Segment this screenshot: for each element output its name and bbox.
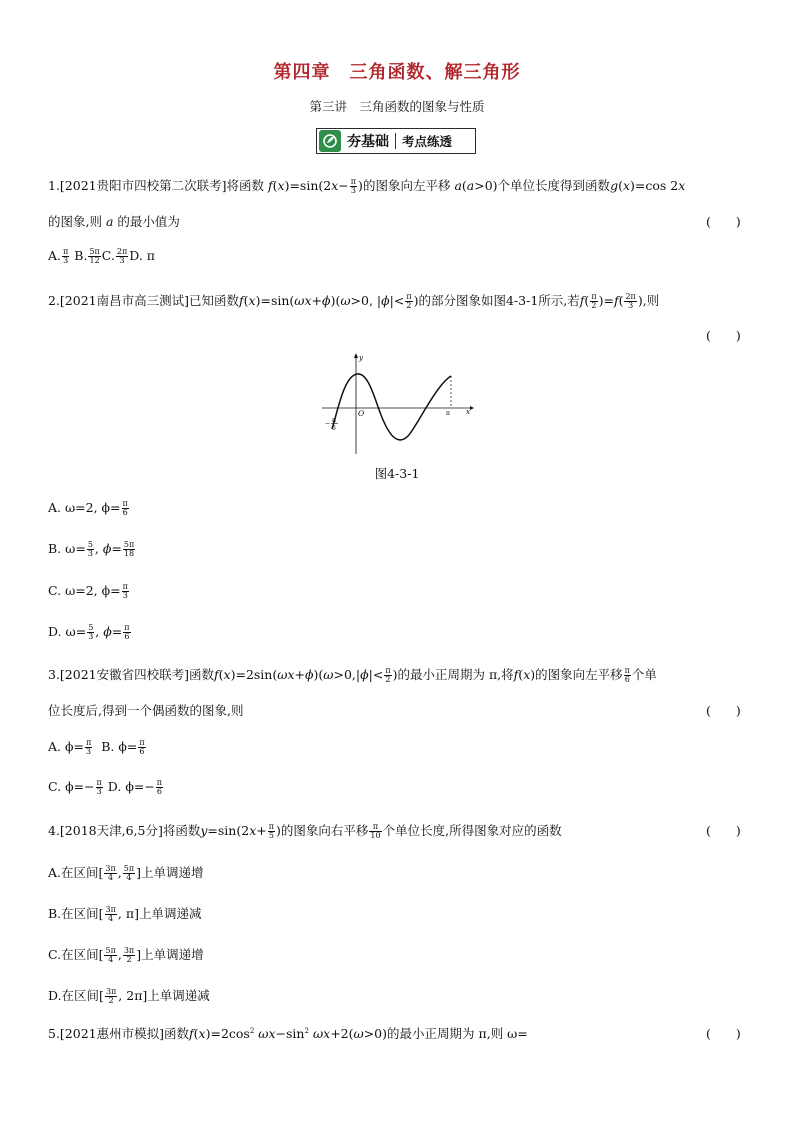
q1-line2b: 的最小值为 xyxy=(117,214,180,229)
q3-answer-paren[interactable]: ( ) xyxy=(706,703,741,718)
q4-option-a[interactable]: A.在区间[ $\frac{3\pi}{4}$ , $\frac{5\pi}{4}$ ]上单调递增 xyxy=(48,864,204,882)
q2-tail: 的部分图象如图4-3-1所示,若 xyxy=(418,293,580,308)
question-1-line-2: 的图象,则 a 的最小值为 xyxy=(48,214,180,229)
q3-tail2: 的图象向左平移 xyxy=(535,667,623,682)
svg-text:O: O xyxy=(358,409,365,418)
q1-option-b[interactable]: B. xyxy=(74,248,88,263)
q1-source: 1.[2021贵阳市四校第二次联考]将函数 xyxy=(48,178,264,193)
q4-tail2: 个单位长度,所得图象对应的函数 xyxy=(382,823,562,838)
leaf-icon xyxy=(319,130,341,152)
q3-tail: 的最小正周期为 π,将 xyxy=(397,667,514,682)
question-4-line-1: 4.[2018天津,6,5分]将函数y=sin(2x+ $\frac{\pi}{5}$ )的图象向右平移 $\frac{\pi}{10}$ 个单位长度,所得图象对应的函数 xyxy=(48,822,562,840)
q5-tail: 的最小正周期为 π,则 ω= xyxy=(387,1026,528,1041)
svg-text:6: 6 xyxy=(332,425,336,432)
q4-option-c[interactable]: C.在区间[ $\frac{5\pi}{4}$ , $\frac{3\pi}{2}$ ]上单调递增 xyxy=(48,946,204,964)
question-5-line-1: 5.[2021惠州市模拟]函数$f(x)=2\cos^2$ $\omega x-\sin^2$ ωx+2(ω>0)的最小正周期为 π,则 ω= xyxy=(48,1026,528,1041)
q1-option-d[interactable]: D. π xyxy=(129,248,155,263)
q4-option-d[interactable]: D.在区间[ $\frac{3\pi}{2}$ , 2π]上单调递减 xyxy=(48,987,210,1005)
sine-curve xyxy=(332,374,451,440)
sine-graph-figure xyxy=(318,350,478,460)
q4-option-a-text: A.在区间[ xyxy=(48,865,104,880)
section-banner xyxy=(316,128,476,154)
question-2-line-1: 2.[2021南昌市高三测试]已知函数f(x)=sin(ωx+ϕ)(ω>0, |ϕ|< $\frac{\pi}{2}$ )的部分图象如图4-3-1所示,若f( $\frac{\pi}{2}$ )=f( $\frac{2\pi}{3}$ ),则 xyxy=(48,292,660,310)
q2-option-b[interactable]: B. ω= $\frac{5}{3}$ , ϕ= $\frac{5\pi}{18}$ xyxy=(48,540,135,558)
q4-option-d-tail: ]上单调递减 xyxy=(142,988,210,1003)
svg-text:π: π xyxy=(446,410,450,417)
q2-answer-paren[interactable]: ( ) xyxy=(706,328,741,343)
q1-mid: 的图象向左平移 xyxy=(362,178,451,193)
q5-answer-paren[interactable]: ( ) xyxy=(706,1026,741,1041)
q4-answer-paren[interactable]: ( ) xyxy=(706,823,741,838)
q5-source: 5.[2021惠州市模拟]函数 xyxy=(48,1026,189,1041)
banner-main-label: 夯基础 xyxy=(347,134,389,150)
q2-tail2: ,则 xyxy=(642,293,660,308)
q1-option-a[interactable]: A. xyxy=(48,248,62,263)
q1-mid2: 个单位长度得到函数 xyxy=(497,178,611,193)
banner-sub-label: 考点练透 xyxy=(402,134,453,149)
q1-option-c[interactable]: C. xyxy=(101,248,115,263)
q4-option-b-tail: ]上单调递减 xyxy=(134,906,202,921)
q2-option-d-text: D. ω= xyxy=(48,624,87,639)
q4-option-b-text: B.在区间[ xyxy=(48,906,104,921)
q3-option-a[interactable]: A. ϕ= xyxy=(48,739,84,754)
svg-text:y: y xyxy=(359,354,363,362)
q2-option-a-text: A. ω=2, ϕ= xyxy=(48,500,121,515)
question-3-line-1: 3.[2021安徽省四校联考]函数f(x)=2sin(ωx+ϕ)(ω>0,|ϕ|< $\frac{\pi}{2}$ )的最小正周期为 π,将f(x)的图象向左平移 $\frac{\pi}{6}$ 个单 xyxy=(48,666,657,684)
q2-source: 2.[2021南昌市高三测试]已知函数 xyxy=(48,293,239,308)
banner-divider xyxy=(395,133,396,149)
chapter-title: 第四章 三角函数、解三角形 xyxy=(273,62,521,83)
q3-option-d[interactable]: D. ϕ=− xyxy=(107,779,155,794)
q1-line2: 的图象,则 xyxy=(48,214,102,229)
q3-option-c[interactable]: C. ϕ=− xyxy=(48,779,95,794)
q2-option-c-text: C. ω=2, ϕ= xyxy=(48,583,121,598)
q4-option-b[interactable]: B.在区间[ $\frac{3\pi}{4}$ , π]上单调递减 xyxy=(48,905,202,923)
svg-text:π: π xyxy=(332,417,336,424)
q3-options-cd: C. ϕ=− $\frac{\pi}{3}$ D. ϕ=− $\frac{\pi}{6}$ xyxy=(48,778,163,796)
q3-tail3: 个单 xyxy=(631,667,657,682)
q1-answer-paren[interactable]: ( ) xyxy=(706,214,741,229)
q3-source: 3.[2021安徽省四校联考]函数 xyxy=(48,667,214,682)
q4-option-c-text: C.在区间[ xyxy=(48,947,104,962)
q2-option-d[interactable]: D. ω= $\frac{5}{3}$ , ϕ= $\frac{\pi}{6}$ xyxy=(48,623,130,641)
q4-option-c-tail: ]上单调递增 xyxy=(136,947,204,962)
question-3-line-2: 位长度后,得到一个偶函数的图象,则 xyxy=(48,703,244,718)
q2-option-c[interactable]: C. ω=2, ϕ= $\frac{\pi}{3}$ xyxy=(48,582,128,600)
svg-text:x: x xyxy=(466,408,470,416)
q4-option-a-tail: ]上单调递增 xyxy=(136,865,204,880)
figure-caption: 图4-3-1 xyxy=(374,466,420,481)
q2-option-a[interactable]: A. ω=2, ϕ= $\frac{\pi}{6}$ xyxy=(48,499,128,517)
q4-tail: 的图象向右平移 xyxy=(280,823,369,838)
lecture-title: 第三讲 三角函数的图象与性质 xyxy=(309,99,485,114)
q3-option-b[interactable]: B. ϕ= xyxy=(101,739,138,754)
q1-options: A. $\frac{\pi}{3}$ B. $\frac{5\pi}{12}$ C. $\frac{2\pi}{3}$ D. π xyxy=(48,247,155,265)
svg-text:−: − xyxy=(325,420,331,427)
q4-option-d-text: D.在区间[ xyxy=(48,988,104,1003)
question-1-line-1: 1.[2021贵阳市四校第二次联考]将函数 f(x)=sin(2x− $\frac{\pi}{3}$ )的图象向左平移 a(a>0)个单位长度得到函数g(x)=cos 2x xyxy=(48,177,686,195)
q2-option-b-text: B. ω= xyxy=(48,541,86,556)
q4-source: 4.[2018天津,6,5分]将函数 xyxy=(48,823,201,838)
q3-options-ab: A. ϕ= $\frac{\pi}{3}$ B. ϕ= $\frac{\pi}{6}$ xyxy=(48,738,145,756)
